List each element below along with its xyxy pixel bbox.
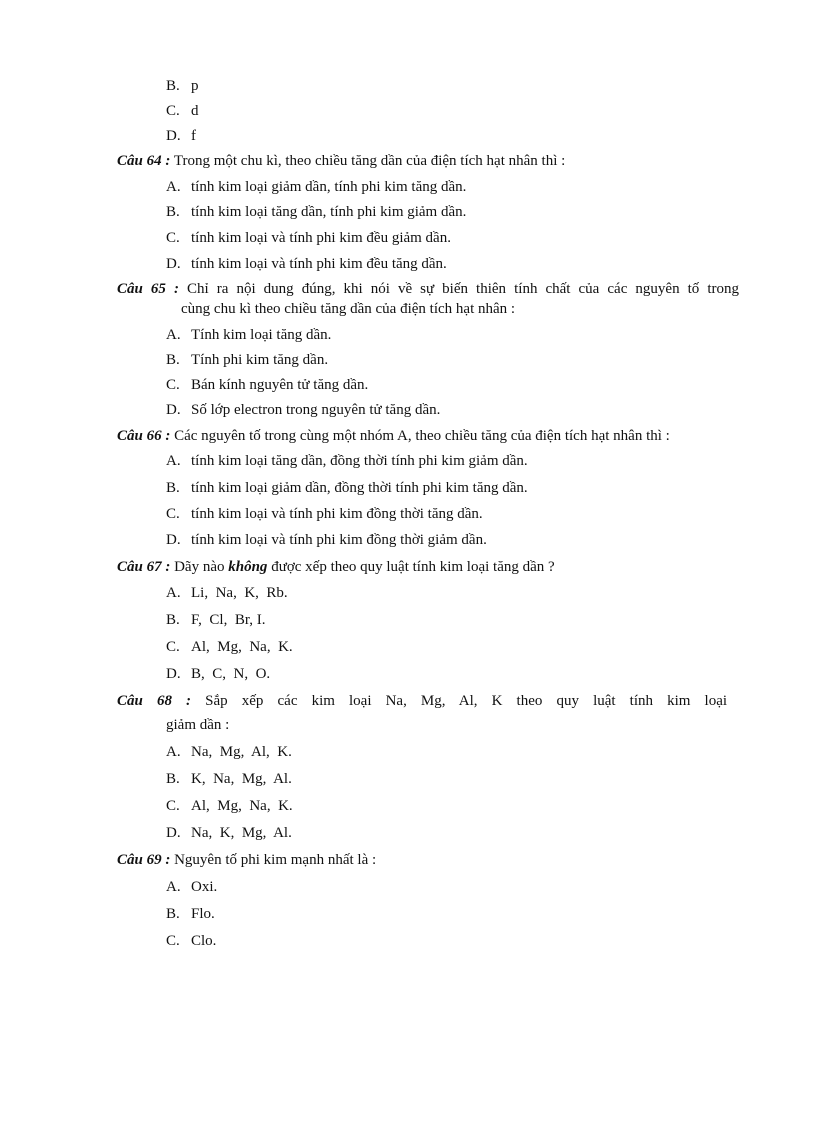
question-label: Câu 64 :	[117, 153, 171, 169]
question-68	[117, 692, 727, 710]
question-69	[117, 851, 739, 869]
q66-option-c: C. tính kim loại và tính phi kim đồng thời tăng dần.	[166, 506, 483, 522]
question-65	[117, 280, 739, 298]
option-b: B. p	[166, 78, 199, 94]
question-label: Câu 66 :	[117, 428, 171, 444]
q68-option-a: A. Na, Mg, Al, K.	[166, 744, 292, 760]
q69-option-c: C. Clo.	[166, 933, 217, 949]
question-67: Câu 67 : Dãy nào không được xếp theo quy luật tính kim loại tăng dần ?	[117, 559, 555, 575]
q67-option-b: B. F, Cl, Br, I.	[166, 612, 266, 628]
q65-option-d: D. Số lớp electron trong nguyên tử tăng dần.	[166, 402, 441, 418]
question-text: Nguyên tố phi kim mạnh nhất là :	[174, 852, 377, 868]
emphasis-keyword: không	[228, 559, 268, 575]
q66-option-b: B. tính kim loại giảm dần, đồng thời tính phi kim tăng dần.	[166, 480, 528, 496]
question-text: Các nguyên tố trong cùng một nhóm A, theo chiều tăng của điện tích hạt nhân thì :	[174, 428, 670, 444]
q65-option-a: A. Tính kim loại tăng dần.	[166, 327, 332, 343]
question-label: Câu 69 :	[117, 852, 171, 868]
option-c: C. d	[166, 103, 199, 119]
question-64	[117, 152, 739, 170]
question-label: Câu 65 :	[117, 281, 179, 297]
q66-option-d: D. tính kim loại và tính phi kim đồng thời giảm dần.	[166, 532, 487, 548]
q66-option-a: A. tính kim loại tăng dần, đồng thời tính phi kim giảm dần.	[166, 453, 528, 469]
question-65-cont: cùng chu kì theo chiều tăng dần của điện tích hạt nhân :	[181, 301, 516, 317]
option-d: D. f	[166, 128, 196, 144]
q64-option-c: C. tính kim loại và tính phi kim đều giảm dần.	[166, 230, 451, 246]
q65-option-b: B. Tính phi kim tăng dần.	[166, 352, 329, 368]
q64-option-b: B. tính kim loại tăng dần, tính phi kim giảm dần.	[166, 204, 467, 220]
q68-option-d: D. Na, K, Mg, Al.	[166, 825, 292, 841]
question-66	[117, 427, 739, 445]
q67-option-a: A. Li, Na, K, Rb.	[166, 585, 288, 601]
question-label: Câu 67 :	[117, 559, 171, 575]
question-68-cont: giảm dần :	[166, 717, 230, 733]
q69-option-a: A. Oxi.	[166, 879, 218, 895]
q64-option-d: D. tính kim loại và tính phi kim đều tăng dần.	[166, 256, 447, 272]
q68-option-b: B. K, Na, Mg, Al.	[166, 771, 292, 787]
question-text: Sắp xếp các kim loại Na, Mg, Al, K theo quy luật tính kim loại	[205, 693, 728, 709]
q67-option-c: C. Al, Mg, Na, K.	[166, 639, 293, 655]
q65-option-c: C. Bán kính nguyên tử tăng dần.	[166, 377, 369, 393]
question-text: Trong một chu kì, theo chiều tăng dần của điện tích hạt nhân thì :	[173, 153, 566, 169]
q69-option-b: B. Flo.	[166, 906, 215, 922]
q64-option-a: A. tính kim loại giảm dần, tính phi kim tăng dần.	[166, 179, 467, 195]
question-label: Câu 68 :	[117, 693, 192, 709]
q68-option-c: C. Al, Mg, Na, K.	[166, 798, 293, 814]
question-text: Chỉ ra nội dung đúng, khi nói về sự biến thiên tính chất của các nguyên tố trong	[187, 281, 740, 297]
q67-option-d: D. B, C, N, O.	[166, 666, 271, 682]
